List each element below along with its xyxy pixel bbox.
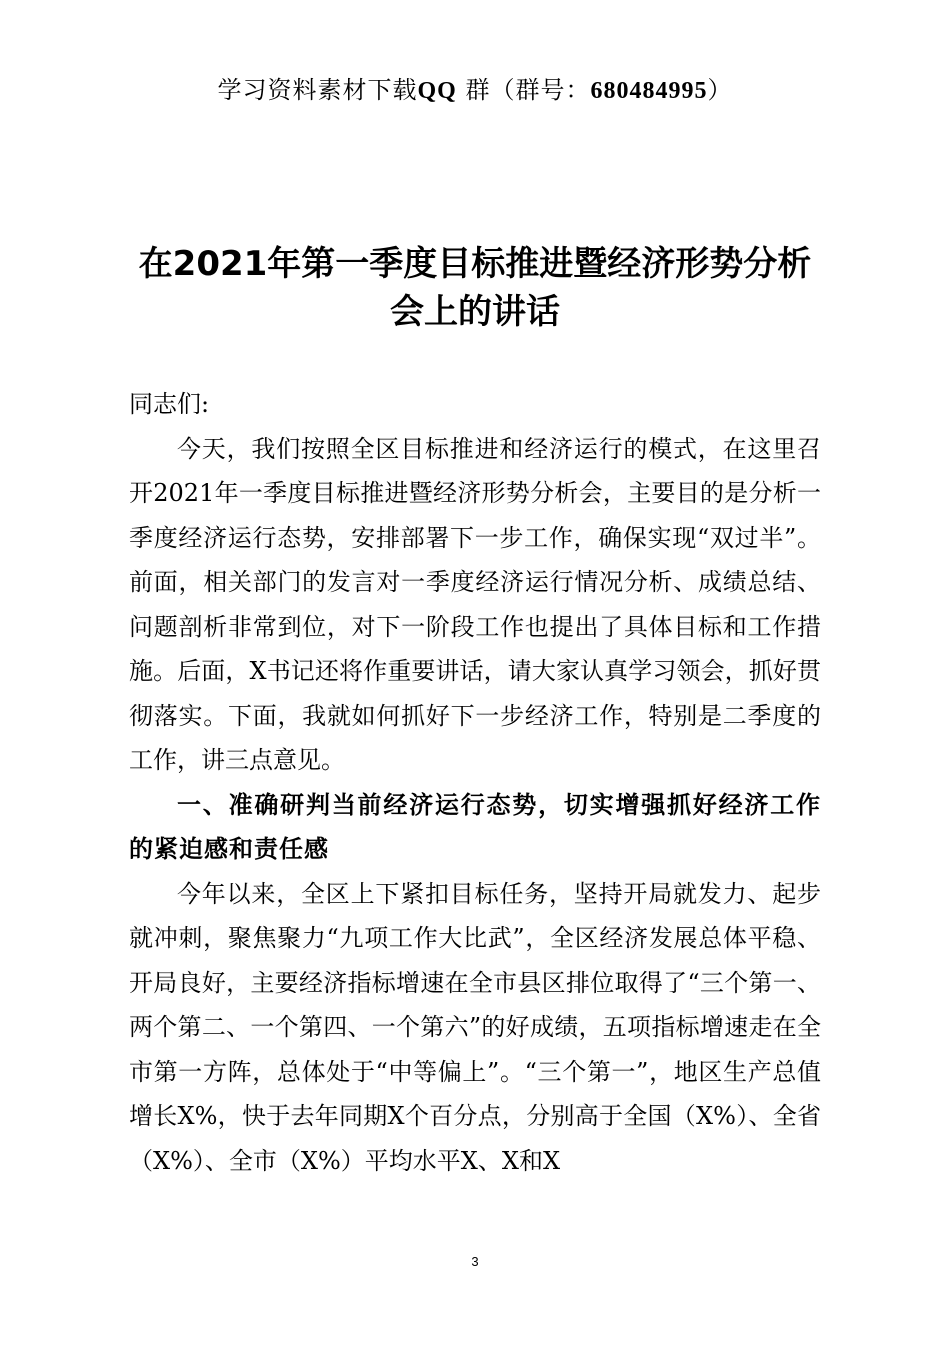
header-group-label: 群（群号： — [456, 76, 591, 104]
salutation: 同志们: — [129, 390, 210, 418]
title-line-1: 在2021年第一季度目标推进暨经济形势分析 — [138, 244, 812, 284]
header-qq: QQ — [417, 78, 457, 104]
title-line-2: 会上的讲话 — [390, 292, 560, 332]
document-title — [110, 240, 840, 336]
header-group-number: 680484995 — [590, 78, 708, 104]
paragraph-section-1: 今年以来，全区上下紧扣目标任务，坚持开局就发力、起步就冲刺，聚焦聚力“九项工作大比武”，全区经济发展总体平稳、开局良好，主要经济指标增速在全市县区排位取得了“三个第一、两个第二、一个第四、一个第六”的好成绩，五项指标增速走在全市第一方阵，总体处于“中等偏上”。“三个第一”，地区生产总值增长X%，快于去年同期X个百分点，分别高于全国（X%）、全省（X%）、全市（X%）平均水平X、X和X — [129, 879, 821, 1175]
page-header — [0, 74, 950, 107]
header-prefix: 学习资料素材下载 — [217, 76, 418, 104]
document-body — [129, 382, 821, 1183]
section-heading-1: 一、准确研判当前经济运行态势，切实增强抓好经济工作的紧迫感和责任感 — [129, 790, 821, 863]
page-number: 3 — [471, 1254, 479, 1269]
paragraph-intro: 今天，我们按照全区目标推进和经济运行的模式，在这里召开2021年一季度目标推进暨经济形势分析会，主要目的是分析一季度经济运行态势，安排部署下一步工作，确保实现“双过半”。前面，相关部门的发言对一季度经济运行情况分析、成绩总结、问题剖析非常到位，对下一阶段工作也提出了具体目标和工作措施。后面，X书记还将作重要讲话，请大家认真学习领会，抓好贯彻落实。下面，我就如何抓好下一步经济工作，特别是二季度的工作，讲三点意见。 — [129, 434, 821, 774]
header-suffix: ） — [707, 76, 733, 104]
